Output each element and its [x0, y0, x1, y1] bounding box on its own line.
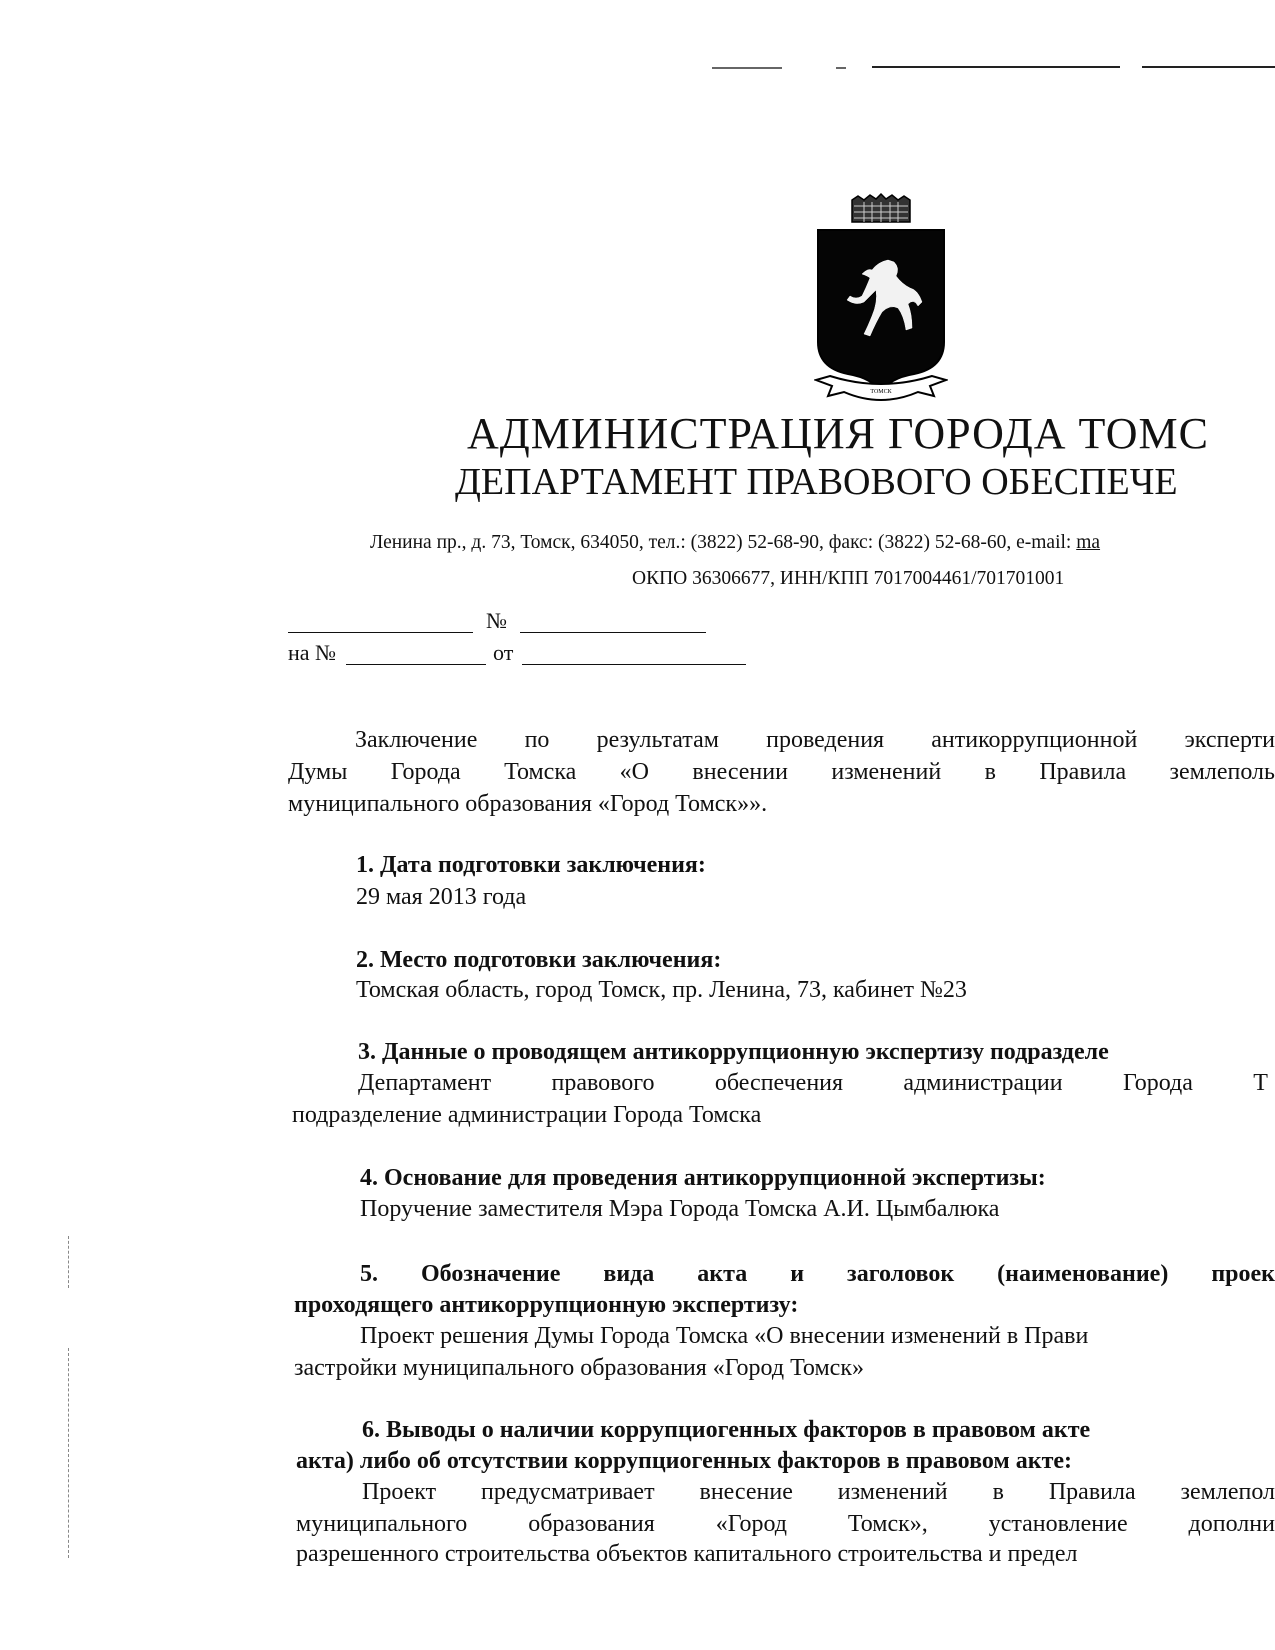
- date-field[interactable]: [288, 610, 473, 633]
- section-4-text: Поручение заместителя Мэра Города Томска А.И. Цымбалюка: [360, 1196, 1000, 1222]
- scan-artifact-line: [1142, 66, 1275, 68]
- section-6-line-3: разрешенного строительства объектов капитального строительства и предел: [296, 1541, 1078, 1567]
- crown-icon: [852, 194, 910, 222]
- margin-mark: [68, 1348, 69, 1558]
- section-6-heading-line-1: 6. Выводы о наличии коррупциогенных факторов в правовом акте: [362, 1417, 1091, 1443]
- section-1-heading: 1. Дата подготовки заключения:: [356, 852, 706, 878]
- number-sign: №: [486, 608, 507, 633]
- org-title: АДМИНИСТРАЦИЯ ГОРОДА ТОМС: [467, 409, 1210, 458]
- crest-motto: ТОМСК: [870, 389, 892, 395]
- okpo-line: ОКПО 36306677, ИНН/КПП 7017004461/701701001: [632, 568, 1065, 589]
- intro-line-2: Думы Города Томска «О внесении изменений в Правила землеполь: [288, 759, 1275, 785]
- section-6-heading-line-2: акта) либо об отсутствии коррупциогенных факторов в правовом акте:: [296, 1448, 1073, 1474]
- number-field[interactable]: [520, 610, 706, 633]
- section-2-heading: 2. Место подготовки заключения:: [356, 947, 722, 973]
- scan-artifact-line: [872, 66, 1120, 68]
- dept-title: ДЕПАРТАМЕНТ ПРАВОВОГО ОБЕСПЕЧЕ: [455, 461, 1178, 503]
- section-5-heading-line-1: 5. Обозначение вида акта и заголовок (наименование) проек: [360, 1261, 1275, 1287]
- section-4-heading: 4. Основание для проведения антикоррупционной экспертизы:: [360, 1165, 1046, 1191]
- section-2-text: Томская область, город Томск, пр. Ленина, 73, кабинет №23: [356, 977, 967, 1003]
- margin-mark: [68, 1236, 69, 1288]
- section-1-text: 29 мая 2013 года: [356, 884, 527, 910]
- section-6-line-1: Проект предусматривает внесение изменений в Правила землепол: [362, 1479, 1275, 1505]
- address-text: Ленина пр., д. 73, Томск, 634050, тел.: (3822) 52-68-90, факс: (3822) 52-68-60, e-mail:: [370, 532, 1077, 553]
- section-5-line-1: Проект решения Думы Города Томска «О внесении изменений в Прави: [360, 1323, 1089, 1349]
- section-3-line-1: Департамент правового обеспечения администрации Города Т: [358, 1070, 1268, 1096]
- scan-artifact-line: [712, 67, 782, 69]
- reference-number-field[interactable]: [346, 642, 486, 665]
- section-5-heading-line-2: проходящего антикоррупционную экспертизу:: [294, 1292, 799, 1318]
- tomsk-coat-of-arms: [814, 192, 948, 420]
- reference-date-field[interactable]: [522, 642, 746, 665]
- section-3-line-2: подразделение администрации Города Томска: [292, 1102, 762, 1128]
- scan-artifact-line: [836, 67, 846, 69]
- section-6-line-2: муниципального образования «Город Томск», установление дополни: [296, 1511, 1275, 1537]
- section-3-heading: 3. Данные о проводящем антикоррупционную экспертизу подразделе: [358, 1039, 1109, 1065]
- intro-line-1: Заключение по результатам проведения антикоррупционной эксперти: [355, 727, 1275, 753]
- section-5-line-2: застройки муниципального образования «Город Томск»: [294, 1355, 864, 1381]
- from-label: от: [493, 640, 514, 665]
- intro-line-3: муниципального образования «Город Томск»».: [288, 791, 768, 817]
- reference-prefix: на №: [288, 640, 337, 665]
- address-line: [370, 532, 1100, 554]
- email-link[interactable]: ma: [1076, 532, 1101, 553]
